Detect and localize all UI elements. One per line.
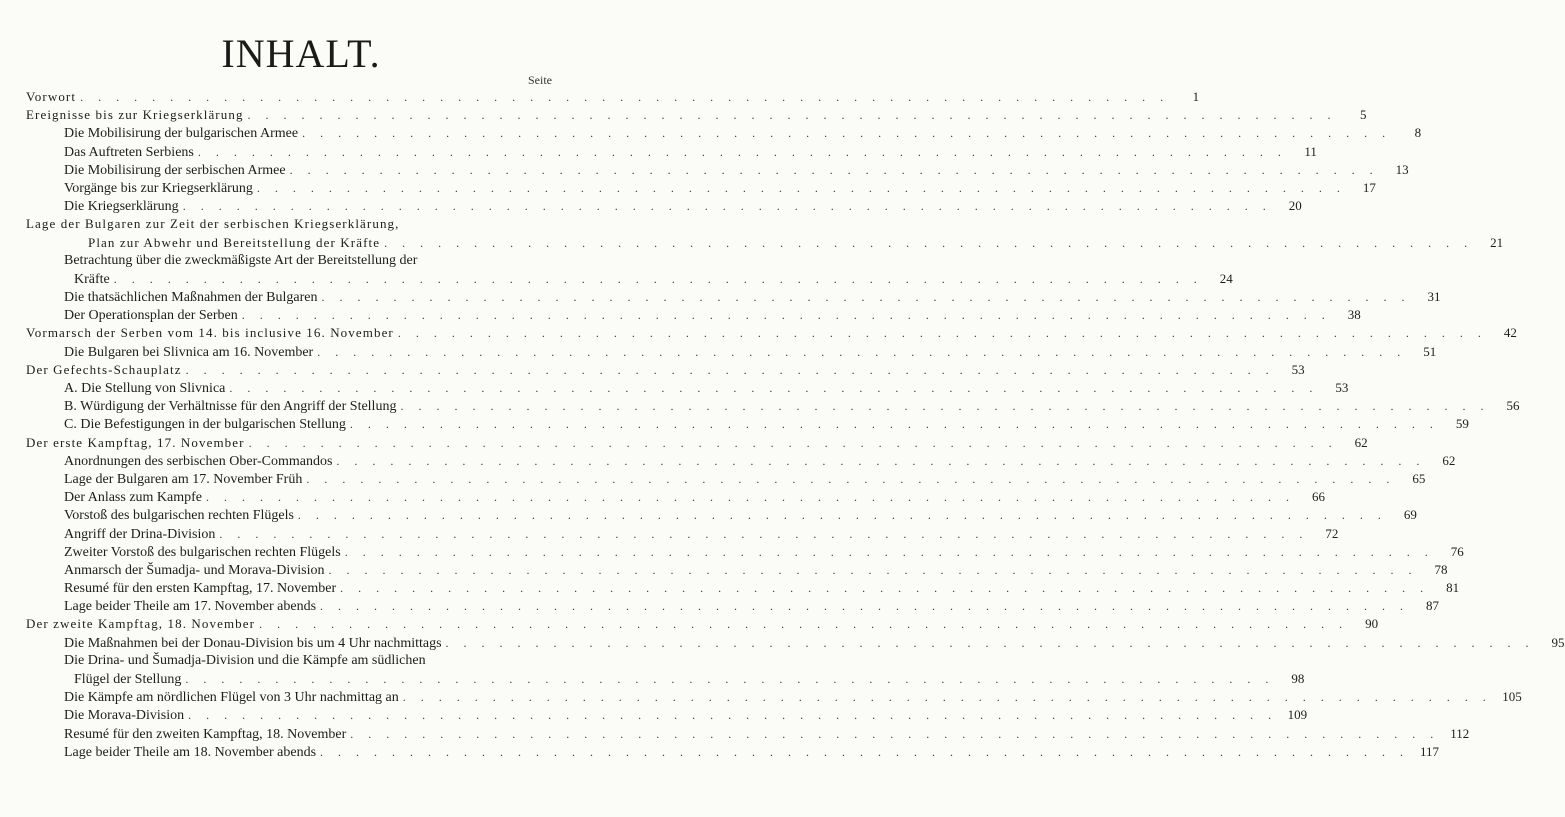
toc-page-number: 109 (1287, 707, 1308, 723)
toc-entry-title: Der zweite Kampftag, 18. November (26, 616, 256, 632)
dot-leader (350, 415, 1439, 433)
toc-entry-title: Anmarsch der Šumadja- und Morava-Division (64, 562, 325, 578)
toc-page-number: 42 (1503, 325, 1517, 341)
dot-leader (198, 143, 1287, 161)
toc-entry-title: Die thatsächlichen Maßnahmen der Bulgaren (64, 290, 318, 306)
toc-entry (26, 106, 1367, 124)
page-column-header: Seite (528, 73, 552, 87)
toc-entry-title: Flügel der Stellung (74, 672, 182, 687)
toc-entry (26, 725, 1470, 743)
toc-page-number: 21 (1490, 234, 1504, 250)
toc-entry-title: Die Drina- und Šumadja-Division und die Kämpfe am südlichen (64, 652, 426, 668)
toc-page-number: 31 (1427, 289, 1441, 305)
dot-leader (290, 161, 1379, 179)
toc-entry (26, 324, 1517, 342)
dot-leader (206, 488, 1295, 506)
dot-leader (185, 670, 1274, 688)
toc-entry (26, 234, 1504, 252)
dot-leader (350, 725, 1439, 743)
toc-page-number: 66 (1312, 489, 1326, 505)
toc-entry (26, 743, 1440, 761)
toc-entry-title: Lage der Bulgaren am 17. November Früh (64, 471, 303, 487)
toc-entry (26, 197, 1302, 215)
dot-leader (242, 306, 1331, 324)
dot-leader (321, 288, 1410, 306)
dot-leader (306, 470, 1395, 488)
toc-entry-title: Lage beider Theile am 18. November abends (64, 744, 317, 760)
toc-entry-title: Resumé für den zweiten Kampftag, 18. November (64, 726, 347, 742)
toc-entry-title: Lage der Bulgaren zur Zeit der serbischen Kriegserklärung, (26, 216, 400, 232)
toc-page-number: 17 (1362, 179, 1376, 195)
toc-entry (26, 161, 1409, 179)
toc-entry-title: Lage beider Theile am 17. November abends (64, 599, 317, 615)
toc-entry (26, 488, 1326, 506)
toc-page-number: 95 (1551, 634, 1565, 650)
toc-entry (26, 706, 1308, 724)
toc-entry (26, 397, 1520, 415)
dot-leader (384, 234, 1473, 252)
toc-page-number: 56 (1506, 398, 1520, 414)
toc-entry-title: Der erste Kampftag, 17. November (26, 434, 245, 450)
dot-leader (298, 506, 1387, 524)
dot-leader (345, 543, 1434, 561)
toc-page-number: 69 (1403, 507, 1417, 523)
toc-entry-title: Das Auftreten Serbiens (64, 144, 194, 160)
table-of-contents (26, 88, 1565, 761)
toc-entry (26, 561, 1448, 579)
toc-page-number: 76 (1450, 543, 1464, 559)
toc-page-number: 90 (1365, 616, 1379, 632)
dot-leader (229, 379, 1318, 397)
toc-page-number: 62 (1442, 452, 1456, 468)
toc-entry-title: A. Die Stellung von Slivnica (64, 381, 226, 396)
toc-entry (26, 543, 1464, 561)
dot-leader (257, 179, 1346, 197)
toc-entry (26, 579, 1460, 597)
toc-entry-title: Betrachtung über die zweckmäßigste Art der Bereitstellung der (64, 252, 418, 268)
toc-entry-title: Die Maßnahmen bei der Donau-Division bis um 4 Uhr nachmittags (64, 635, 442, 651)
dot-leader (183, 197, 1272, 215)
toc-page-number: 13 (1395, 161, 1409, 177)
toc-page-number: 53 (1335, 380, 1349, 395)
toc-page-number: 72 (1325, 525, 1339, 541)
toc-entry-title: Die Kämpfe am nördlichen Flügel von 3 Uhr nachmittag an (64, 690, 399, 706)
toc-page-number: 1 (1192, 89, 1200, 104)
toc-entry (26, 252, 554, 270)
toc-page-number: 20 (1288, 198, 1302, 214)
toc-entry-title: Plan zur Abwehr und Bereitstellung der Kräfte (88, 234, 381, 250)
toc-page-number: 62 (1354, 434, 1368, 450)
toc-entry (26, 670, 1305, 688)
toc-entry-title: Der Anlass zum Kampfe (64, 490, 203, 506)
toc-entry-title: Resumé für den ersten Kampftag, 17. November (64, 581, 337, 597)
dot-leader (302, 124, 1391, 142)
toc-entry (26, 525, 1339, 543)
toc-entry-title: C. Die Befestigungen in der bulgarischen Stellung (64, 417, 346, 433)
dot-leader (329, 561, 1418, 579)
dot-leader (259, 615, 1348, 633)
toc-page-number: 51 (1423, 343, 1437, 359)
toc-entry-title: Die Bulgaren bei Slivnica am 16. November (64, 344, 314, 360)
dot-leader (320, 743, 1409, 761)
toc-entry-title: Ereignisse bis zur Kriegserklärung (26, 107, 244, 123)
dot-leader (80, 88, 1169, 106)
toc-entry-title: Vormarsch der Serben vom 14. bis inclusive 16. November (26, 325, 394, 341)
toc-entry (26, 143, 1317, 161)
dot-leader (249, 434, 1338, 452)
toc-entry-title: Kräfte (74, 271, 110, 287)
toc-entry (26, 306, 1361, 324)
toc-entry (26, 343, 1437, 361)
toc-entry-title: Angriff der Drina-Division (64, 526, 216, 542)
toc-entry (26, 215, 554, 233)
toc-page-number: 65 (1412, 470, 1426, 486)
toc-entry (26, 179, 1376, 197)
dot-leader (114, 270, 1203, 288)
toc-page-number: 53 (1291, 361, 1305, 377)
dot-leader (340, 579, 1429, 597)
dot-leader (320, 597, 1409, 615)
toc-page-number: 5 (1360, 107, 1367, 123)
dot-leader (336, 452, 1425, 470)
dot-leader (248, 106, 1337, 124)
toc-entry (26, 470, 1426, 488)
toc-entry-title: Vorwort (26, 89, 77, 104)
toc-page-number: 105 (1502, 689, 1522, 705)
toc-entry-title: Die Mobilisirung der serbischen Armee (64, 162, 286, 178)
dot-leader (398, 324, 1487, 342)
toc-entry (26, 434, 1368, 452)
toc-entry-title: B. Würdigung der Verhältnisse für den Angriff der Stellung (64, 399, 397, 415)
dot-leader (219, 525, 1308, 543)
toc-entry (26, 288, 1441, 306)
toc-entry-title: Vorstoß des bulgarischen rechten Flügels (64, 508, 294, 524)
toc-entry (26, 361, 1305, 379)
dot-leader (186, 361, 1275, 379)
toc-entry (26, 88, 1200, 106)
toc-entry (26, 270, 1233, 288)
dot-leader (317, 343, 1406, 361)
toc-page-number: 38 (1347, 307, 1361, 323)
toc-entry-title: Der Operationsplan der Serben (64, 308, 238, 324)
toc-entry (26, 652, 554, 670)
toc-entry (26, 415, 1469, 433)
toc-entry (26, 124, 1422, 142)
toc-entry (26, 634, 1565, 652)
toc-entry (26, 452, 1456, 470)
toc-entry (26, 688, 1522, 706)
toc-page-number: 59 (1455, 416, 1469, 432)
toc-page-number: 11 (1304, 143, 1317, 159)
dot-leader (403, 688, 1492, 706)
toc-page-number: 81 (1446, 580, 1460, 596)
toc-entry-title: Die Kriegserklärung (64, 199, 179, 215)
toc-entry-title: Die Mobilisirung der bulgarischen Armee (64, 126, 299, 142)
toc-entry (26, 379, 1349, 397)
toc-entry (26, 506, 1417, 524)
page-title: INHALT. (221, 31, 381, 76)
toc-page-number: 87 (1426, 598, 1440, 614)
toc-entry-title: Anordnungen des serbischen Ober-Commandos (64, 453, 333, 469)
toc-entry-title: Die Morava-Division (64, 708, 185, 724)
toc-page-number: 112 (1450, 725, 1470, 741)
toc-page-number: 78 (1434, 561, 1448, 577)
toc-page-number: 8 (1414, 125, 1422, 141)
toc-entry-title: Vorgänge bis zur Kriegserklärung (64, 180, 253, 196)
toc-entry (26, 615, 1379, 633)
dot-leader (446, 634, 1535, 652)
toc-entry (26, 597, 1440, 615)
toc-page-number: 98 (1291, 671, 1305, 686)
toc-page-number: 24 (1219, 270, 1233, 286)
dot-leader (188, 706, 1277, 724)
toc-entry-title: Der Gefechts-Schauplatz (26, 361, 182, 377)
toc-entry-title: Zweiter Vorstoß des bulgarischen rechten Flügels (64, 544, 341, 560)
toc-page-number: 117 (1420, 743, 1440, 759)
dot-leader (400, 397, 1489, 415)
